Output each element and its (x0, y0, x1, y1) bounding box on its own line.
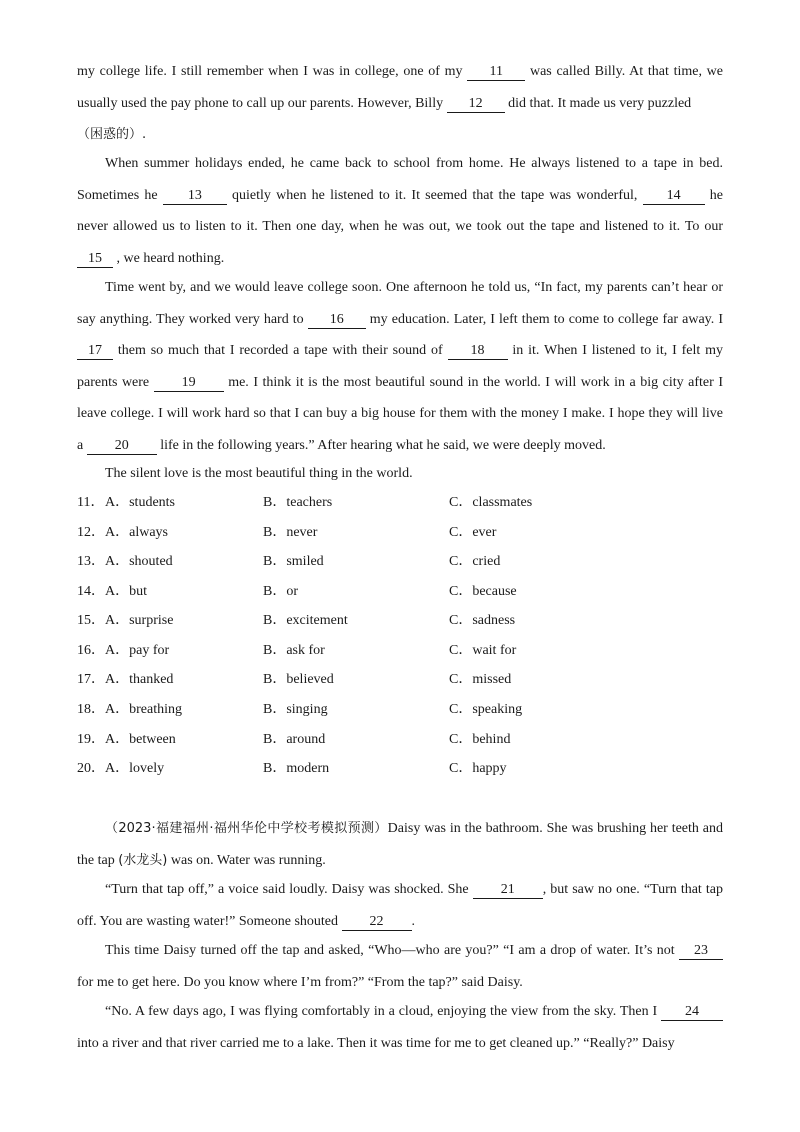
option-c: C．happy (449, 761, 507, 776)
blank-15: 15 (77, 250, 113, 268)
option-row-14 (77, 582, 737, 602)
gloss-tap: (水龙头) (118, 852, 168, 868)
blank-22: 22 (342, 913, 412, 931)
passage2-paragraph-1 (77, 813, 723, 876)
text: them so much that I recorded a tape with their sound of (113, 343, 448, 358)
blank-20: 20 (87, 437, 157, 455)
option-b: B．singing (263, 702, 328, 717)
question-number: 14． (77, 584, 105, 599)
option-b: B．ask for (263, 643, 325, 658)
option-a: A．thanked (105, 672, 174, 687)
option-a: A．between (105, 732, 176, 747)
text: for me to get here. Do you know where I’m from?” “From the tap?” said Daisy. (77, 974, 523, 990)
option-c: C．sadness (449, 613, 516, 628)
option-a: A．breathing (105, 702, 182, 717)
text: he never allowed us to listen to it. Then one day, when he was out, we took out the tape and listened to it. To our (77, 187, 723, 234)
passage1-paragraph-4: The silent love is the most beautiful thing in the world. (105, 466, 413, 481)
option-a: A．surprise (105, 613, 174, 628)
option-row-19 (77, 730, 737, 750)
option-a: A．students (105, 495, 175, 510)
option-a: A．shouted (105, 554, 173, 569)
option-a: A．but (105, 584, 147, 599)
option-row-13 (77, 552, 737, 572)
question-number: 12． (77, 525, 105, 540)
option-b: B．around (263, 732, 326, 747)
text: , but saw no one. “Turn that tap off. You are wasting water!” Someone shouted (77, 882, 723, 929)
option-b: B．smiled (263, 554, 324, 569)
gloss-puzzled: （困惑的）. (77, 127, 147, 142)
option-row-12 (77, 523, 737, 543)
blank-24: 24 (661, 1003, 723, 1021)
option-b: B．teachers (263, 495, 333, 510)
text: was on. Water was running. (167, 852, 326, 868)
question-number: 11． (77, 495, 105, 510)
option-c: C．speaking (449, 702, 523, 717)
option-row-11 (77, 493, 737, 513)
text: me. I think it is the most beautiful sound in the world. I will work in a big city after I leave college. I will work hard so that I can buy a big house for them with the money I make. I hope they will live a (77, 374, 723, 453)
text: was called Billy. At that time, we usually used the pay phone to call up our parents. However, Billy (77, 64, 724, 111)
option-c: C．cried (449, 554, 501, 569)
option-b: B．or (263, 584, 298, 599)
option-a: A．pay for (105, 643, 170, 658)
text: quietly when he listened to it. It seemed that the tape was wonderful, (226, 187, 643, 203)
text: This time Daisy turned off the tap and asked, “Who—who are you?” “I am a drop of water. It’s not (105, 943, 679, 958)
passage1-paragraph-1 (77, 56, 723, 151)
question-number: 16． (77, 643, 105, 658)
question-number: 18． (77, 702, 105, 717)
option-c: C．classmates (449, 495, 533, 510)
blank-23: 23 (679, 942, 723, 960)
blank-18: 18 (448, 342, 508, 360)
option-row-16 (77, 641, 737, 661)
text: , we heard nothing. (113, 250, 225, 266)
blank-12: 12 (447, 95, 505, 113)
blank-14: 14 (643, 187, 705, 205)
blank-21: 21 (473, 881, 543, 899)
option-c: C．behind (449, 732, 511, 747)
option-b: B．modern (263, 761, 330, 776)
text: in it. When I listened to it, I felt my parents were (77, 343, 723, 390)
text: into a river and that river carried me to a lake. Then it was time for me to get cleaned up.” “Really?” Daisy (77, 1035, 675, 1051)
blank-16: 16 (308, 311, 366, 329)
option-a: A．lovely (105, 761, 165, 776)
option-c: C．wait for (449, 643, 517, 658)
blank-19: 19 (154, 374, 224, 392)
question-number: 15． (77, 613, 105, 628)
text: When summer holidays ended, he came back to school from home. He always listened to a tape in bed. Sometimes he (77, 156, 723, 203)
passage1-paragraph-3 (77, 272, 723, 461)
blank-11: 11 (467, 63, 525, 81)
question-number: 19． (77, 732, 105, 747)
text: did that. It made us very puzzled (504, 95, 692, 111)
option-b: B．never (263, 525, 318, 540)
text: Daisy was in the bathroom. She was brushing her teeth and the tap (77, 821, 723, 868)
text: my education. Later, I left them to come to college far away. I (365, 311, 723, 327)
option-a: A．always (105, 525, 168, 540)
option-c: C．because (449, 584, 517, 599)
passage2-paragraph-3 (77, 935, 723, 998)
option-b: B．excitement (263, 613, 348, 628)
passage2-paragraph-4 (77, 996, 723, 1059)
option-row-15 (77, 611, 737, 631)
blank-13: 13 (163, 187, 227, 205)
option-row-20 (77, 759, 737, 779)
question-number: 20． (77, 761, 105, 776)
text: . (411, 913, 416, 929)
source-label: （2023·福建福州·福州华伦中学校考模拟预测） (105, 821, 388, 836)
blank-17: 17 (77, 342, 113, 360)
option-c: C．ever (449, 525, 497, 540)
option-row-17 (77, 670, 737, 690)
question-number: 13． (77, 554, 105, 569)
question-number: 17． (77, 672, 105, 687)
option-c: C．missed (449, 672, 512, 687)
text: life in the following years.” After hearing what he said, we were deeply moved. (156, 437, 606, 453)
passage1-paragraph-2 (77, 148, 723, 274)
text: Time went by, and we would leave college soon. One afternoon he told us, “In fact, my parents can’t hear or say anything. They worked very hard to (77, 280, 723, 327)
option-b: B．believed (263, 672, 334, 687)
option-row-18 (77, 700, 737, 720)
text: “Turn that tap off,” a voice said loudly. Daisy was shocked. She (105, 882, 473, 897)
text: my college life. I still remember when I was in college, one of my (77, 64, 468, 79)
passage2-paragraph-2 (77, 874, 723, 937)
text: “No. A few days ago, I was flying comfortably in a cloud, enjoying the view from the sky. Then I (105, 1004, 661, 1019)
